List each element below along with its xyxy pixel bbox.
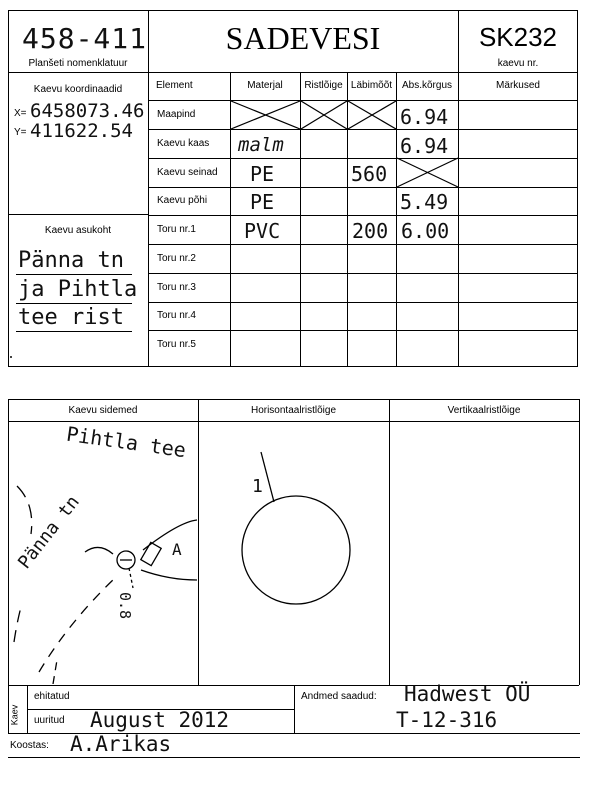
koostas-label: Koostas: — [10, 740, 49, 751]
row-element: Kaevu seinad — [157, 167, 218, 178]
col-header-connections: Kaevu sidemed — [68, 405, 138, 416]
andmed-label: Andmed saadud: — [301, 691, 377, 702]
koostas-value: A.Arikas — [70, 732, 172, 756]
location-line-1: Pänna tn — [18, 248, 124, 273]
x-label: X= — [14, 108, 27, 119]
row-element: Toru nr.5 — [157, 339, 196, 350]
sheet-label: Planšeti nomenklatuur — [28, 58, 128, 69]
cell-material: PVC — [244, 219, 281, 243]
cell-material: PE — [250, 162, 275, 186]
cell-diameter: 560 — [351, 162, 388, 186]
location-line-2: ja Pihtla — [18, 277, 138, 302]
sketch-distance: 0.8 — [116, 592, 134, 620]
row-element: Maapind — [157, 109, 196, 120]
row-element: Kaevu kaas — [157, 138, 210, 149]
col-header-height: Abs.kõrgus — [401, 80, 453, 91]
row-element: Kaevu põhi — [157, 195, 208, 206]
sketch-street-2: Pänna tn — [14, 491, 84, 573]
well-number: SK232 — [478, 22, 558, 52]
pipe-label: 1 — [252, 476, 263, 497]
cell-material: PE — [250, 190, 275, 214]
cross-marks — [0, 0, 599, 370]
x-value: 6458073.46 — [30, 100, 145, 122]
ehitatud-label: ehitatud — [34, 691, 70, 702]
col-header-material: Materjal — [247, 80, 283, 91]
well-label: kaevu nr. — [497, 58, 539, 69]
coords-label: Kaevu koordinaadid — [33, 84, 123, 95]
col-header-section: Ristlõige — [304, 80, 343, 91]
location-label: Kaevu asukoht — [44, 225, 112, 236]
location-line-3: tee rist — [18, 305, 124, 330]
andmed-value-1: Hadwest OÜ — [404, 682, 531, 706]
y-value: 411622.54 — [30, 120, 133, 142]
page-dot — [10, 356, 12, 358]
page-title: SADEVESI — [225, 20, 381, 56]
cell-material: malm — [238, 134, 284, 156]
uuritud-value: August 2012 — [90, 708, 230, 732]
cell-diameter: 200 — [352, 219, 389, 243]
kaev-label: Kaev — [9, 704, 20, 726]
row-element: Toru nr.1 — [157, 224, 196, 235]
cell-height: 6.94 — [400, 134, 449, 158]
col-header-diameter: Läbimõõt — [350, 80, 393, 91]
col-header-vertical: Vertikaalristlõige — [447, 405, 521, 416]
col-header-element: Element — [156, 80, 193, 91]
cell-height: 6.00 — [401, 219, 450, 243]
row-element: Toru nr.2 — [157, 253, 196, 264]
row-element: Toru nr.3 — [157, 282, 196, 293]
uuritud-label: uuritud — [34, 715, 65, 726]
row-element: Toru nr.4 — [157, 310, 196, 321]
y-label: Y= — [14, 127, 27, 138]
horizontal-section — [199, 422, 389, 684]
sketch-label-a: A — [172, 540, 182, 559]
cell-height: 6.94 — [400, 105, 449, 129]
col-header-notes: Märkused — [496, 80, 540, 91]
sheet-number: 458-411 — [22, 22, 148, 55]
col-header-horizontal: Horisontaalristlõige — [250, 405, 337, 416]
cell-height: 5.49 — [400, 190, 449, 214]
andmed-value-2: T-12-316 — [396, 708, 498, 732]
sketch-street-1: Pihtla tee — [64, 421, 188, 463]
